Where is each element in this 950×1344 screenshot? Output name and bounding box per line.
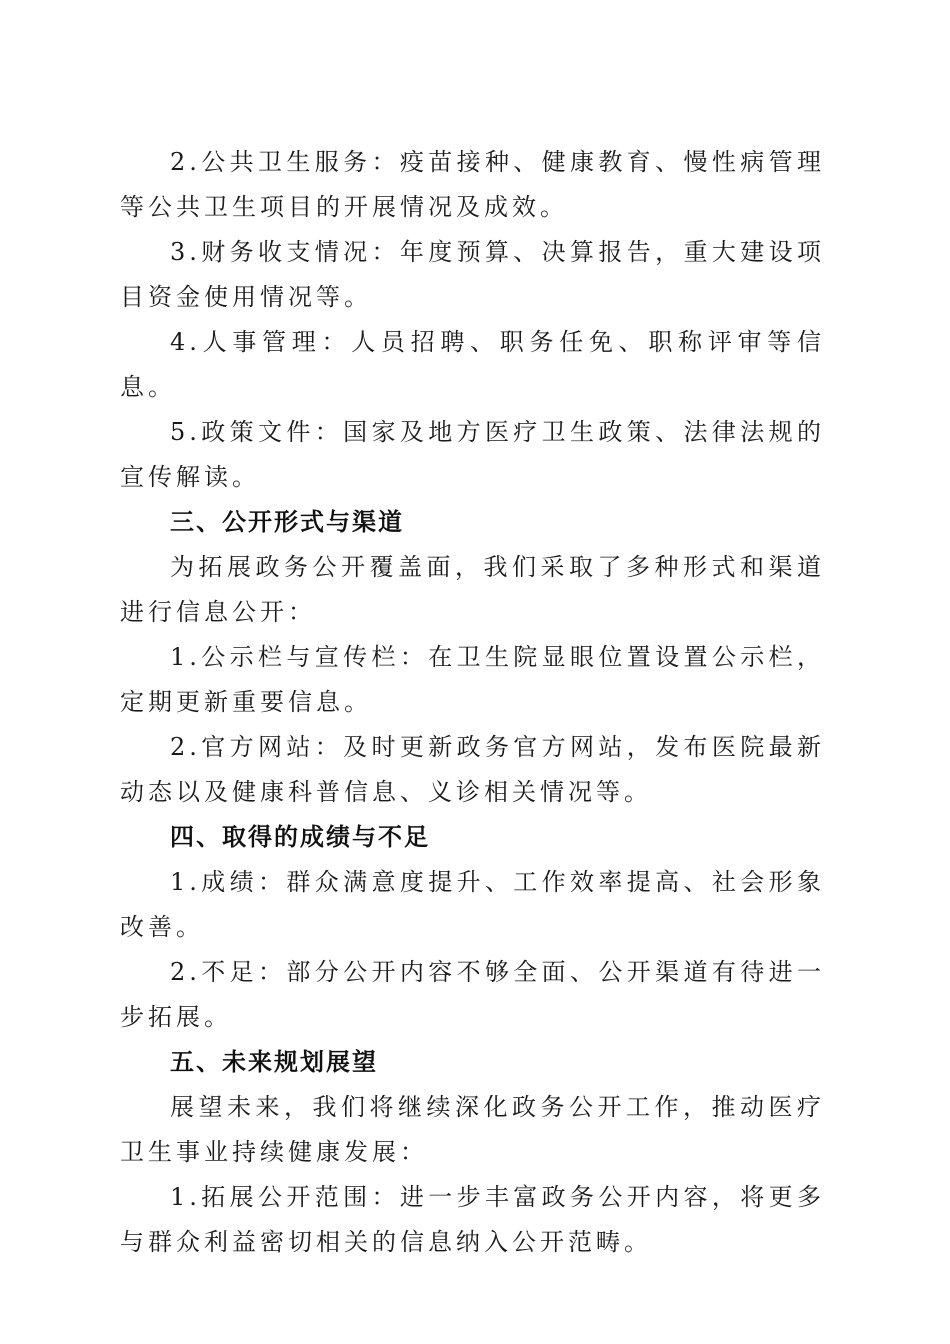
section-heading-disclosure-channels: 三、公开形式与渠道: [170, 508, 404, 536]
paragraph-public-health-service: 2.公共卫生服务：疫苗接种、健康教育、慢性病管理等公共卫生项目的开展情况及成效。: [120, 148, 825, 221]
paragraph-financial-status: 3.财务收支情况：年度预算、决算报告，重大建设项目资金使用情况等。: [120, 238, 825, 311]
paragraph-achievements: 1.成绩：群众满意度提升、工作效率提高、社会形象改善。: [120, 868, 825, 941]
paragraph-channels-intro: 为拓展政务公开覆盖面，我们采取了多种形式和渠道进行信息公开：: [120, 553, 825, 626]
section-heading-achievements: 四、取得的成绩与不足: [170, 823, 430, 851]
paragraph-official-website: 2.官方网站：及时更新政务官方网站，发布医院最新动态以及健康科普信息、义诊相关情况等。: [120, 733, 825, 806]
paragraph-personnel-management: 4.人事管理：人员招聘、职务任免、职称评审等信息。: [120, 328, 825, 401]
paragraph-expand-scope: 1.拓展公开范围：进一步丰富政务公开内容，将更多与群众利益密切相关的信息纳入公开范畴。: [120, 1183, 825, 1256]
paragraph-shortcomings: 2.不足：部分公开内容不够全面、公开渠道有待进一步拓展。: [120, 958, 825, 1031]
paragraph-future-intro: 展望未来，我们将继续深化政务公开工作，推动医疗卫生事业持续健康发展：: [120, 1093, 825, 1166]
paragraph-bulletin-board: 1.公示栏与宣传栏：在卫生院显眼位置设置公示栏，定期更新重要信息。: [120, 643, 825, 716]
paragraph-policy-documents: 5.政策文件：国家及地方医疗卫生政策、法律法规的宣传解读。: [120, 418, 825, 491]
section-heading-future-plans: 五、未来规划展望: [170, 1048, 378, 1076]
document-page: [120, 140, 825, 1265]
